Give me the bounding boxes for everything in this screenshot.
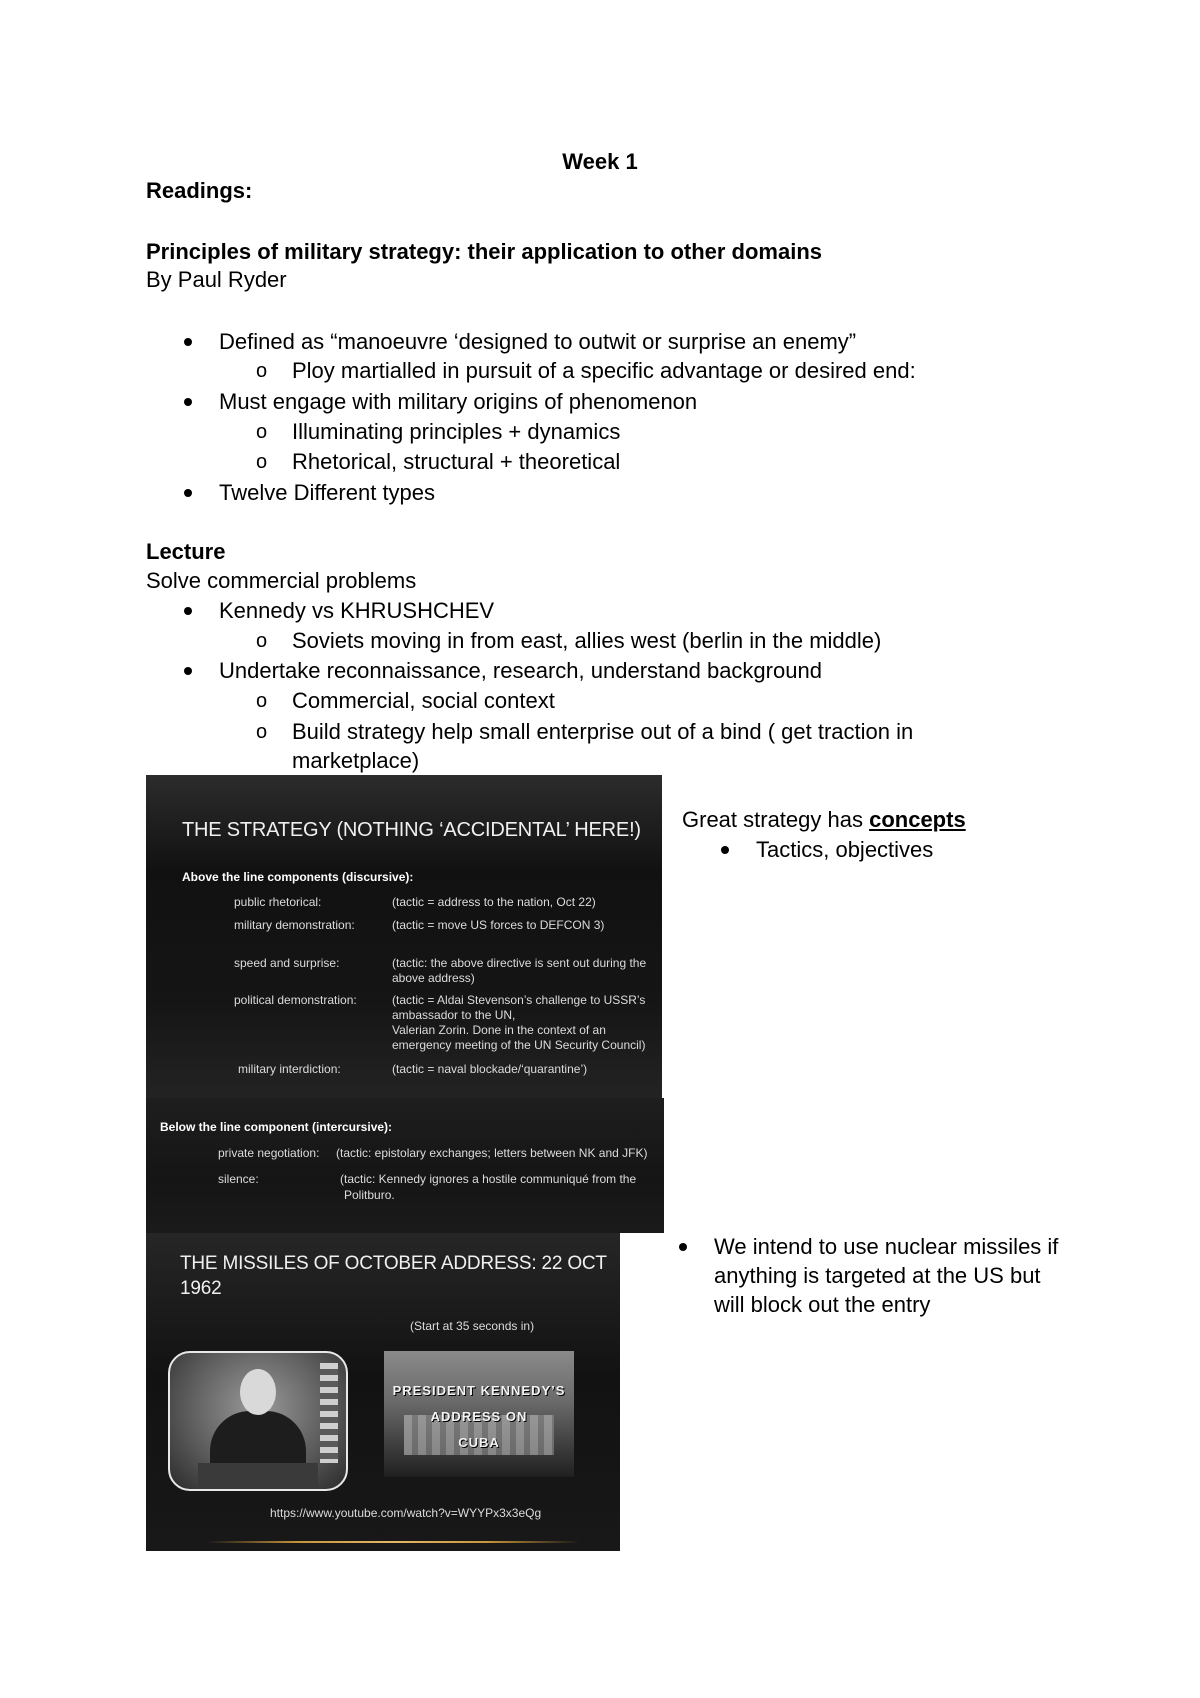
slide2-row-tactic: Politburo. [344,1188,395,1202]
concepts-line [682,806,966,834]
below-the-line-slide-image [146,1098,664,1233]
slide3-title-line-2: 1962 [180,1278,222,1299]
lecture-bullet-2: Undertake reconnaissance, research, understand background [219,658,822,683]
podium-shape [198,1463,318,1489]
speaker-head-shape [240,1369,276,1415]
lecture-subbullet-3: o Build strategy help small enterprise out of a bind ( get traction in [292,718,913,746]
slide1-row-tactic: (tactic = Aldai Stevenson’s challenge to USSR’s [392,993,646,1007]
slide1-subheading: Above the line components (discursive): [182,870,414,884]
lecture-subbullet-2: o Commercial, social context [292,687,555,715]
missile-note-line-1: We intend to use nuclear missiles if [714,1234,1059,1259]
concepts-word: concepts [869,807,966,832]
lecture-subbullet-3-continued: marketplace) [292,748,420,773]
slide3-video-url: https://www.youtube.com/watch?v=WYYPx3x3eQg [270,1506,542,1520]
reading-bullet-2: Must engage with military origins of phenomenon [219,389,698,414]
missile-note-line-3: will block out the entry [714,1292,931,1317]
strategy-slide-image [146,775,662,1098]
missiles-address-slide-image [146,1233,620,1551]
slide2-row-tactic: (tactic: Kennedy ignores a hostile communiqué from the [340,1172,637,1186]
lecture-heading: Lecture [146,539,226,564]
reading-bullet-3: Twelve Different types [219,480,436,505]
slide2-row-label: private negotiation: [218,1146,320,1160]
slide1-row-tactic: emergency meeting of the UN Security Council) [392,1038,646,1052]
slide3-start-note: (Start at 35 seconds in) [410,1319,535,1333]
slide1-row-tactic: (tactic = address to the nation, Oct 22) [392,895,596,909]
missile-note-line-2: anything is targeted at the US but [714,1263,1041,1288]
slide1-row-tactic: Valerian Zorin. Done in the context of an [392,1023,606,1037]
slide1-row-tactic: above address) [392,971,475,985]
slide1-row-tactic: (tactic: the above directive is sent out during the [392,956,647,970]
slide3-title-line-1: THE MISSILES OF OCTOBER ADDRESS: 22 OCT [180,1253,607,1274]
readings-heading: Readings: [146,178,253,203]
lecture-intro: Solve commercial problems [146,568,417,593]
reading-subbullet-3: o Rhetorical, structural + theoretical [292,448,620,476]
speaker-body-shape [210,1411,306,1471]
slide1-row-label: political demonstration: [234,993,357,1007]
reading-title: Principles of military strategy: their application to other domains [146,239,823,264]
slide2-row-tactic: (tactic: epistolary exchanges; letters between NK and JFK) [336,1146,648,1160]
video-caption-line-1: PRESIDENT KENNEDY’S [392,1383,566,1398]
slide1-row-label: public rhetorical: [234,895,322,909]
reading-bullet-1: Defined as “manoeuvre ‘designed to outwit or surprise an enemy” [219,329,857,354]
concepts-prefix: Great strategy has [682,807,870,832]
slide1-row-tactic: ambassador to the UN, [392,1008,516,1022]
video-caption-line-2: ADDRESS ON [430,1409,528,1424]
slide1-row-tactic: (tactic = move US forces to DEFCON 3) [392,918,605,932]
kennedy-video-thumbnail [168,1351,348,1491]
concepts-bullet: Tactics, objectives [756,837,934,862]
reading-author: By Paul Ryder [146,267,287,292]
flag-shape [320,1363,338,1463]
slide1-row-tactic: (tactic = naval blockade/‘quarantine’) [392,1062,588,1076]
slide1-title: THE STRATEGY (NOTHING ‘ACCIDENTAL’ HERE!) [182,819,641,841]
week-heading: Week 1 [562,149,638,174]
reading-subbullet-2: o Illuminating principles + dynamics [292,418,620,446]
slide2-subheading: Below the line component (intercursive): [160,1120,393,1134]
reading-subbullet-1: o Ploy martialled in pursuit of a specific advantage or desired end: [292,357,916,385]
slide1-row-label: speed and surprise: [234,956,340,970]
lecture-subbullet-1: o Soviets moving in from east, allies west (berlin in the middle) [292,627,881,655]
address-title-card-image [384,1351,574,1477]
slide1-row-label: military interdiction: [238,1062,341,1076]
slide2-row-label: silence: [218,1172,259,1186]
video-caption-line-3: CUBA [458,1435,500,1450]
slide3-gold-divider [206,1541,580,1543]
slide1-row-label: military demonstration: [234,918,355,932]
lecture-bullet-1: Kennedy vs KHRUSHCHEV [219,598,495,623]
